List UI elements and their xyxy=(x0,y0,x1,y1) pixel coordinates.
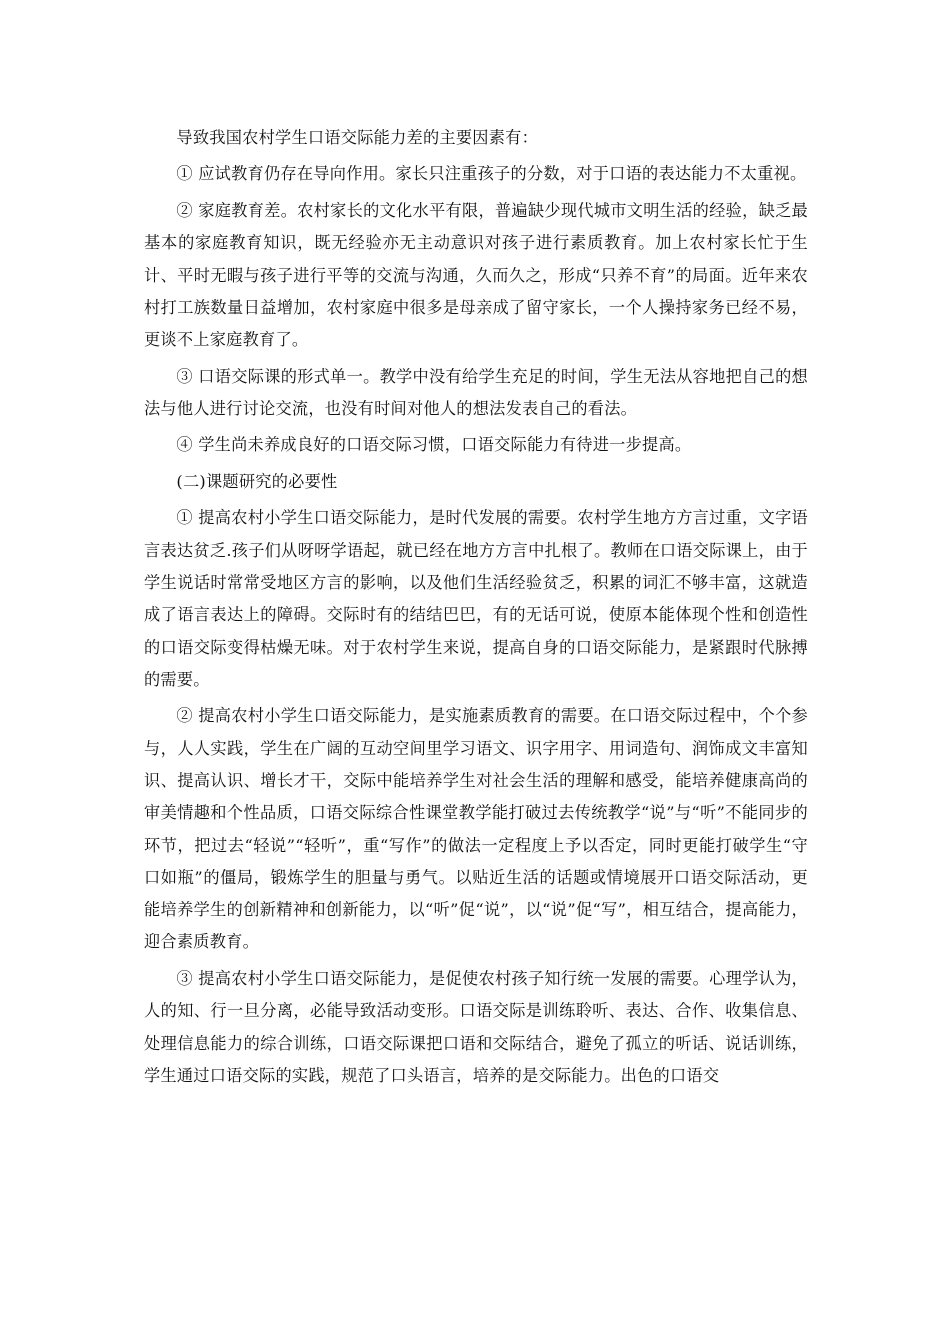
factor-1-paragraph: ① 应试教育仍存在导向作用。家长只注重孩子的分数，对于口语的表达能力不太重视。 xyxy=(176,164,807,184)
factor-3-paragraph: ③ 口语交际课的形式单一。教学中没有给学生充足的时间，学生无法从容地把自己的想法与他人进行讨论交流，也没有时间对他人的想法发表自己的看法。 xyxy=(144,366,808,418)
necessity-2-paragraph: ② 提高农村小学生口语交际能力，是实施素质教育的需要。在口语交际过程中，个个参与，人人实践，学生在广阔的互动空间里学习语文、识字用字、用词造句、润饰成文丰富知识、提高认识、增长才干，交际中能培养学生对社会生活的理解和感受，能培养健康高尚的审美情趣和个性品质，口语交际综合性课堂教学能打破过去传统教学“说”与“听”不能同步的环节，把过去“轻说”“轻听”，重“写作”的做法一定程度上予以否定，同时更能打破学生“守口如瓶”的僵局，锻炼学生的胆量与勇气。以贴近生活的话题或情境展开口语交际活动，更能培养学生的创新精神和创新能力，以“听”促“说”，以“说”促“写”，相互结合，提高能力，迎合素质教育。 xyxy=(144,706,808,952)
intro-paragraph: 导致我国农村学生口语交际能力差的主要因素有： xyxy=(176,128,539,147)
document-page xyxy=(144,122,808,1096)
section-heading: (二)课题研究的必要性 xyxy=(176,471,338,491)
necessity-1-paragraph: ① 提高农村小学生口语交际能力，是时代发展的需要。农村学生地方方言过重，文字语言表达贫乏.孩子们从呀呀学语起，就已经在地方方言中扎根了。教师在口语交际课上，由于学生说话时常常受地区方言的影响，以及他们生活经验贫乏，积累的词汇不够丰富，这就造成了语言表达上的障碍。交际时有的结结巴巴，有的无话可说，使原本能体现个性和创造性的口语交际变得枯燥无味。对于农村学生来说，提高自身的口语交际能力，是紧跟时代脉搏的需要。 xyxy=(144,508,808,689)
factor-4-paragraph: ④ 学生尚未养成良好的口语交际习惯，口语交际能力有待进一步提高。 xyxy=(176,435,692,455)
factor-2-paragraph: ② 家庭教育差。农村家长的文化水平有限，普遍缺少现代城市文明生活的经验，缺乏最基本的家庭教育知识，既无经验亦无主动意识对孩子进行素质教育。加上农村家长忙于生计、平时无暇与孩子进行平等的交流与沟通，久而久之，形成“只养不育”的局面。近年来农村打工族数量日益增加，农村家庭中很多是母亲成了留守家长，一个人操持家务已经不易，更谈不上家庭教育了。 xyxy=(144,200,808,350)
necessity-3-paragraph: ③ 提高农村小学生口语交际能力，是促使农村孩子知行统一发展的需要。心理学认为，人的知、行一旦分离，必能导致活动变形。口语交际是训练聆听、表达、合作、收集信息、处理信息能力的综合训练，口语交际课把口语和交际结合，避免了孤立的听话、说话训练，学生通过口语交际的实践，规范了口头语言，培养的是交际能力。出色的口语交 xyxy=(144,968,808,1085)
